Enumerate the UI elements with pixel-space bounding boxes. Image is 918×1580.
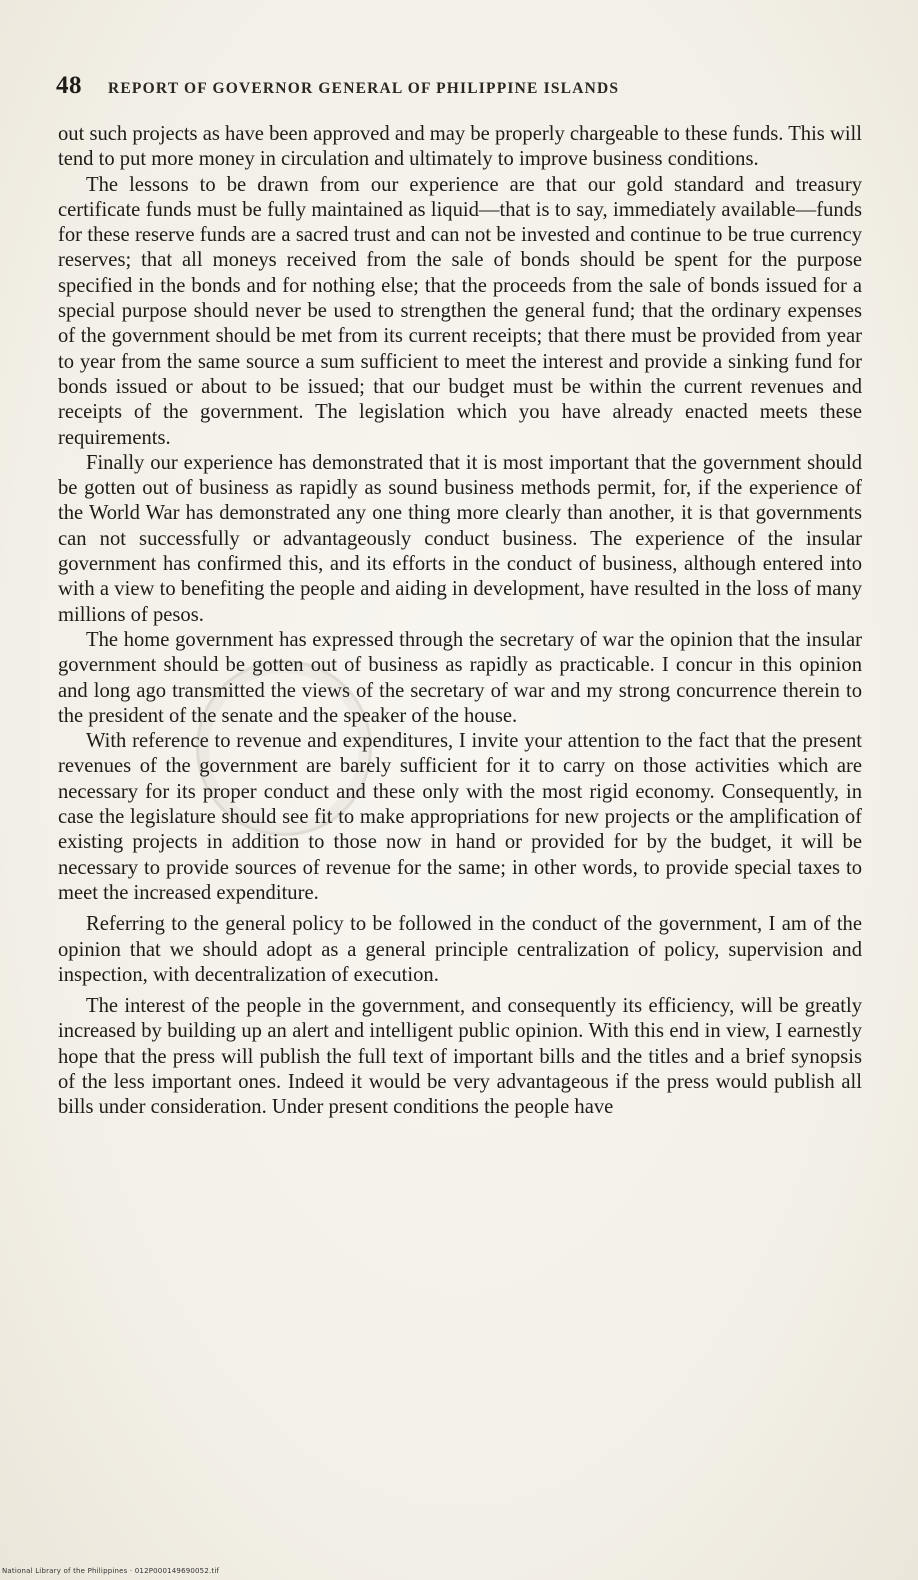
running-head: REPORT OF GOVERNOR GENERAL OF PHILIPPINE ISLANDS	[108, 80, 620, 97]
paragraph-continuation: out such projects as have been approved and may be properly chargeable to these funds. This will tend to put more money in circulation and ultimately to improve business conditions.	[58, 123, 862, 171]
paragraph-home-government: The home government has expressed through the secretary of war the opinion that the insular government should be gotten out of business as rapidly as practicable. I concur in this opinion and long ago transmitted the views of the secretary of war and my strong concurrence therein to the president of the senate and the speaker of the house.	[58, 628, 862, 727]
page-header	[56, 72, 862, 100]
paragraph-revenue-expenditures: With reference to revenue and expenditures, I invite your attention to the fact that the present revenues of the government are barely sufficient for it to carry on those activities which are necessary for its proper conduct and these only with the most rigid economy. Consequently, in case the legislature should see fit to make appropriations for new projects or the amplification of existing projects in addition to those now in hand or provided for by the budget, it will be necessary to provide sources of revenue for the same; in other words, to provide special taxes to meet the increased expenditure.	[58, 730, 862, 904]
paragraph-lessons: The lessons to be drawn from our experience are that our gold standard and treasury certificate funds must be fully maintained as liquid—that is to say, immediately available—funds for these reserve funds are a sacred trust and can not be invested and continue to be true currency reserves; that all moneys received from the sale of bonds should be spent for the purpose specified in the bonds and for nothing else; that the proceeds from the sale of bonds issued for a special purpose should never be used to strengthen the general fund; that the ordinary expenses of the government should be met from its current receipts; that there must be provided from year to year from the same source a sum sufficient to meet the interest and provide a sinking fund for bonds issued or about to be issued; that our budget must be within the current revenues and receipts of the government. The legislation which you have already enacted meets these requirements.	[58, 173, 862, 449]
paragraph-public-opinion: The interest of the people in the government, and consequently its efficiency, will be greatly increased by building up an alert and intelligent public opinion. With this end in view, I earnestly hope that the press will publish the full text of important bills and the titles and a brief synopsis of the less important ones. Indeed it would be very advantageous if the press would publish all bills under consideration. Under present conditions the people have	[58, 995, 862, 1119]
paragraph-government-out-of-business: Finally our experience has demonstrated that it is most important that the government should be gotten out of business as rapidly as sound business methods permit, for, if the experience of the World War has demonstrated any one thing more clearly than another, it is that governments can not successfully or advantageously conduct business. The experience of the insular government has confirmed this, and its efforts in the conduct of business, although entered into with a view to benefiting the people and aiding in development, have resulted in the loss of many millions of pesos.	[58, 451, 862, 626]
body-text	[58, 122, 862, 1121]
paragraph-general-policy: Referring to the general policy to be followed in the conduct of the government, I am of the opinion that we should adopt as a general principle centralization of policy, supervision and inspection, with decentralization of execution.	[58, 913, 862, 986]
page-number: 48	[56, 72, 82, 99]
scan-footer-mark: National Library of the Philippines · 012P000149690052.tif	[2, 1567, 220, 1575]
